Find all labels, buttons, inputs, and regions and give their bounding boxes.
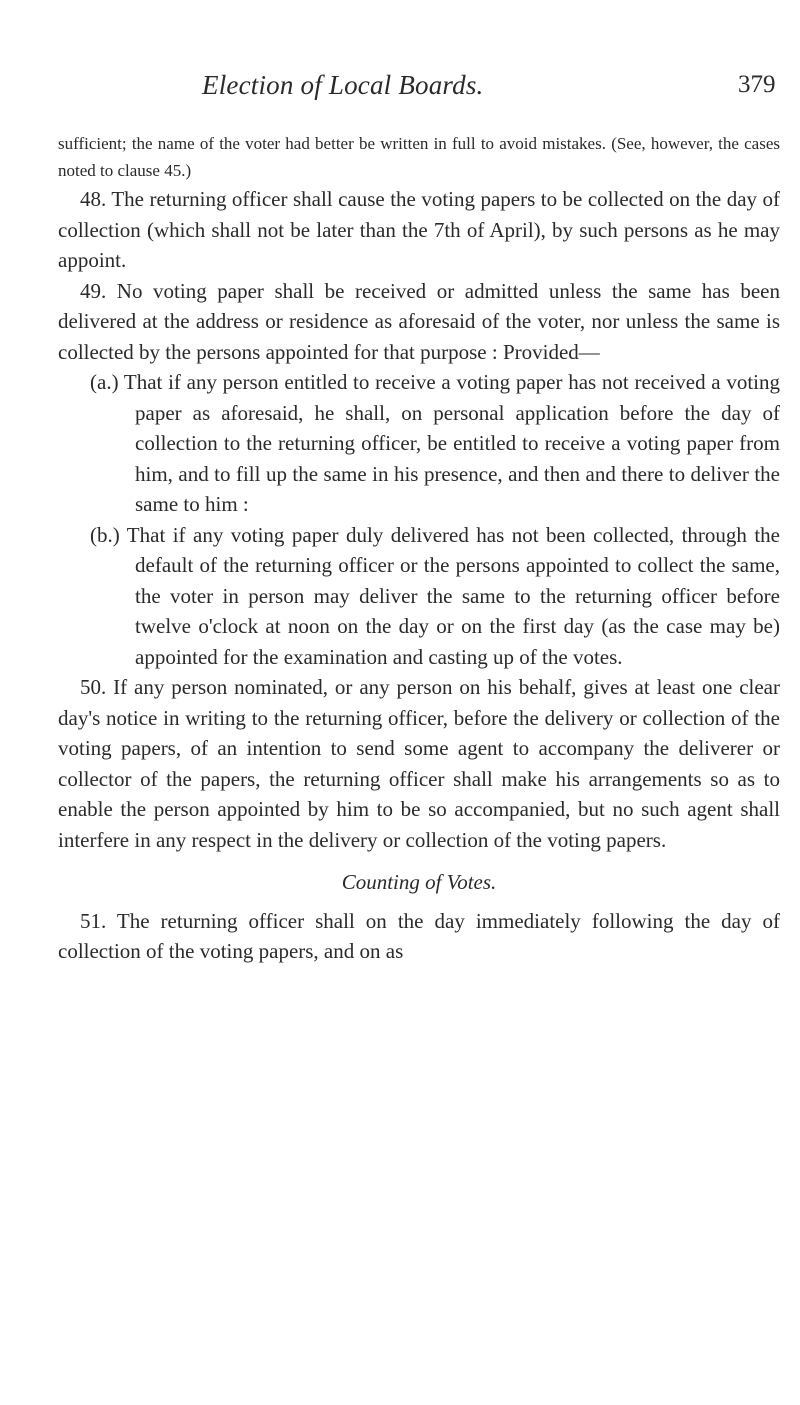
running-head <box>0 70 800 110</box>
section-50: 50. If any person nominated, or any person on his behalf, gives at least one clear day's notice in writing to the returning officer, before the delivery or collection of the voting papers, of an intention to send some agent to accompany the deliverer or collector of the papers, the returning officer shall make his arrangements so as to enable the person appointed by him to be so accompanied, but no such agent shall interfere in any respect in the delivery or collection of the voting papers. <box>58 675 780 852</box>
continuation-text: sufficient; the name of the voter had better be written in full to avoid mistakes. <box>58 134 606 153</box>
section-49-proviso-b: (b.) That if any voting paper duly delivered has not been collected, through the default of the returning officer or the persons appointed to collect the same, the voter in person may deliver the same to the returning officer before twelve o'clock at noon on the day or on the first day (as the case may be) appointed for the examination and casting up of the votes. <box>90 522 780 669</box>
cross-reference-note: (See, however, the cases noted to clause 45.) <box>58 134 781 180</box>
paragraph-continuation <box>58 130 780 184</box>
body-text <box>58 130 780 967</box>
section-49: 49. No voting paper shall be received or admitted unless the same has been delivered at the address or residence as aforesaid of the voter, nor unless the same is collected by the persons appointed for that purpose : Provided— <box>58 278 780 364</box>
page-number: 379 <box>738 71 776 98</box>
running-title: Election of Local Boards. <box>202 70 484 100</box>
section-49-proviso-a: (a.) That if any person entitled to receive a voting paper has not received a voting paper as aforesaid, he shall, on personal application before the day of collection to the returning officer, be entitled to receive a voting paper from him, and to fill up the same in his presence, and then and there to deliver the same to him : <box>90 370 780 516</box>
section-48: 48. The returning officer shall cause the voting papers to be collected on the day of collection (which shall not be later than the 7th of April), by such persons as he may appoint. <box>58 187 780 272</box>
section-51: 51. The returning officer shall on the day immediately following the day of collection of the voting papers, and on as <box>58 908 780 963</box>
section-heading-counting-of-votes: Counting of Votes. <box>341 870 497 894</box>
